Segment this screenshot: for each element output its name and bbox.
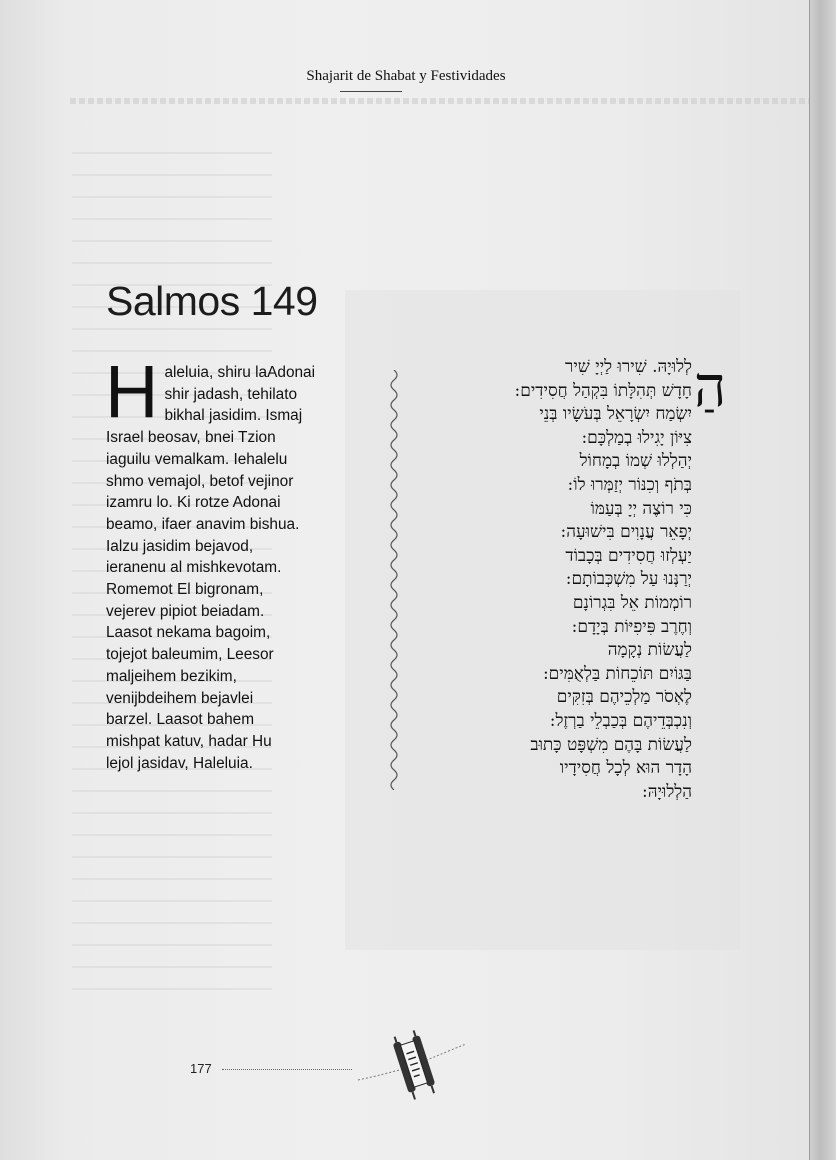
transliteration-line: iaguilu vemalkam. Iehalelu <box>106 450 288 468</box>
drop-cap: H <box>105 350 159 433</box>
transliteration-line: ieranenu al mishkevotam. <box>106 559 282 577</box>
hebrew-line: יְרַנְּנוּ עַל מִשְׁכְּבוֹתָם: <box>565 569 692 590</box>
transliteration-line: aleluia, shiru laAdonai <box>164 364 316 381</box>
hebrew-line: בַּגּוֹיִם תּוֹכֵחוֹת בַּלְאֻמִּים: <box>542 663 692 684</box>
hebrew-line: הַלְלוּיָהּ: <box>642 781 692 802</box>
hebrew-line: יַעְלְזוּ חֲסִידִים בְּכָבוֹד <box>565 545 692 566</box>
header-underline <box>340 91 402 92</box>
wavy-divider <box>384 370 404 790</box>
hebrew-text-block <box>440 356 692 804</box>
transliteration-line: vejerev pipiot beiadam. <box>106 602 265 620</box>
torah-scroll-icon <box>356 1028 468 1100</box>
transliteration-line: Ialzu jasidim bejavod, <box>106 537 254 555</box>
hebrew-line: לַעֲשׂוֹת נְקָמָה <box>607 640 692 661</box>
transliteration-line: shmo vemajol, betof vejinor <box>106 472 294 490</box>
psalm-title: Salmos 149 <box>106 278 318 324</box>
transliteration-line: Laasot nekama bagoim, <box>106 624 271 642</box>
hebrew-line: יִשְׂמַח יִשְׂרָאֵל בְּעֹשָׂיו בְּנֵי <box>539 404 692 425</box>
hebrew-line: כִּי רוֹצֶה יְיָ בְּעַמּוֹ <box>590 498 692 519</box>
transliteration-line: lejol jasidav, Haleluia. <box>106 754 253 772</box>
transliteration-line: tojejot baleumim, Leesor <box>106 646 274 664</box>
hebrew-line: לַעֲשׂוֹת בָּהֶם מִשְׁפָּט כָּתוּב <box>530 734 692 755</box>
bleed-through-band <box>70 98 810 104</box>
hebrew-line: חָדָשׁ תְּהִלָּתוֹ בִּקְהַל חֲסִידִים: <box>514 380 692 401</box>
transliteration-line: beamo, ifaer anavim bishua. <box>106 515 300 533</box>
transliteration-block <box>105 350 350 774</box>
hebrew-line: לְלוּיָהּ. שִׁירוּ לַיְיָ שִׁיר <box>564 357 692 377</box>
transliteration-line: Israel beosav, bnei Tzion <box>106 429 276 447</box>
transliteration-line: mishpat katuv, hadar Hu <box>106 732 272 750</box>
page-number: 177 <box>190 1061 212 1076</box>
hebrew-line: רוֹמְמוֹת אֵל בִּגְרוֹנָם <box>572 592 692 613</box>
transliteration-line: bikhal jasidim. Ismaj <box>164 407 303 425</box>
page-edge <box>809 0 836 1160</box>
transliteration-line: izamru lo. Ki rotze Adonai <box>106 494 281 512</box>
transliteration-line: shir jadash, tehilato <box>164 385 298 403</box>
hebrew-line: צִיּוֹן יָגִילוּ בְמַלְכָּם: <box>581 427 692 448</box>
hebrew-line: הָדָר הוּא לְכָל חֲסִידָיו <box>559 758 692 779</box>
footer-dotted-rule <box>222 1069 352 1070</box>
hebrew-line: יְפָאֵר עֲנָוִים בִּישׁוּעָה: <box>560 522 692 543</box>
transliteration-line: maljeihem bezikim, <box>106 667 237 685</box>
running-header: Shajarit de Shabat y Festividades <box>306 68 506 84</box>
transliteration-line: venijbdeihem bejavlei <box>106 689 254 707</box>
hebrew-line: יְהַלְלוּ שְׁמוֹ בְמָחוֹל <box>579 451 692 472</box>
hebrew-line: וְחֶרֶב פִּיפִיּוֹת בְּיָדָם: <box>571 616 692 637</box>
hebrew-line: בְּתֹף וְכִנּוֹר יְזַמְּרוּ לוֹ: <box>567 474 692 495</box>
hebrew-line: לֶאְסֹר מַלְכֵיהֶם בְּזִקִּים <box>556 687 692 708</box>
transliteration-line: Romemot El bigronam, <box>106 581 264 599</box>
hebrew-initial-letter: הַ <box>694 355 727 420</box>
hebrew-line: וְנִכְבְּדֵיהֶם בְּכַבְלֵי בַרְזֶל: <box>549 710 692 731</box>
transliteration-line: barzel. Laasot bahem <box>106 711 255 729</box>
